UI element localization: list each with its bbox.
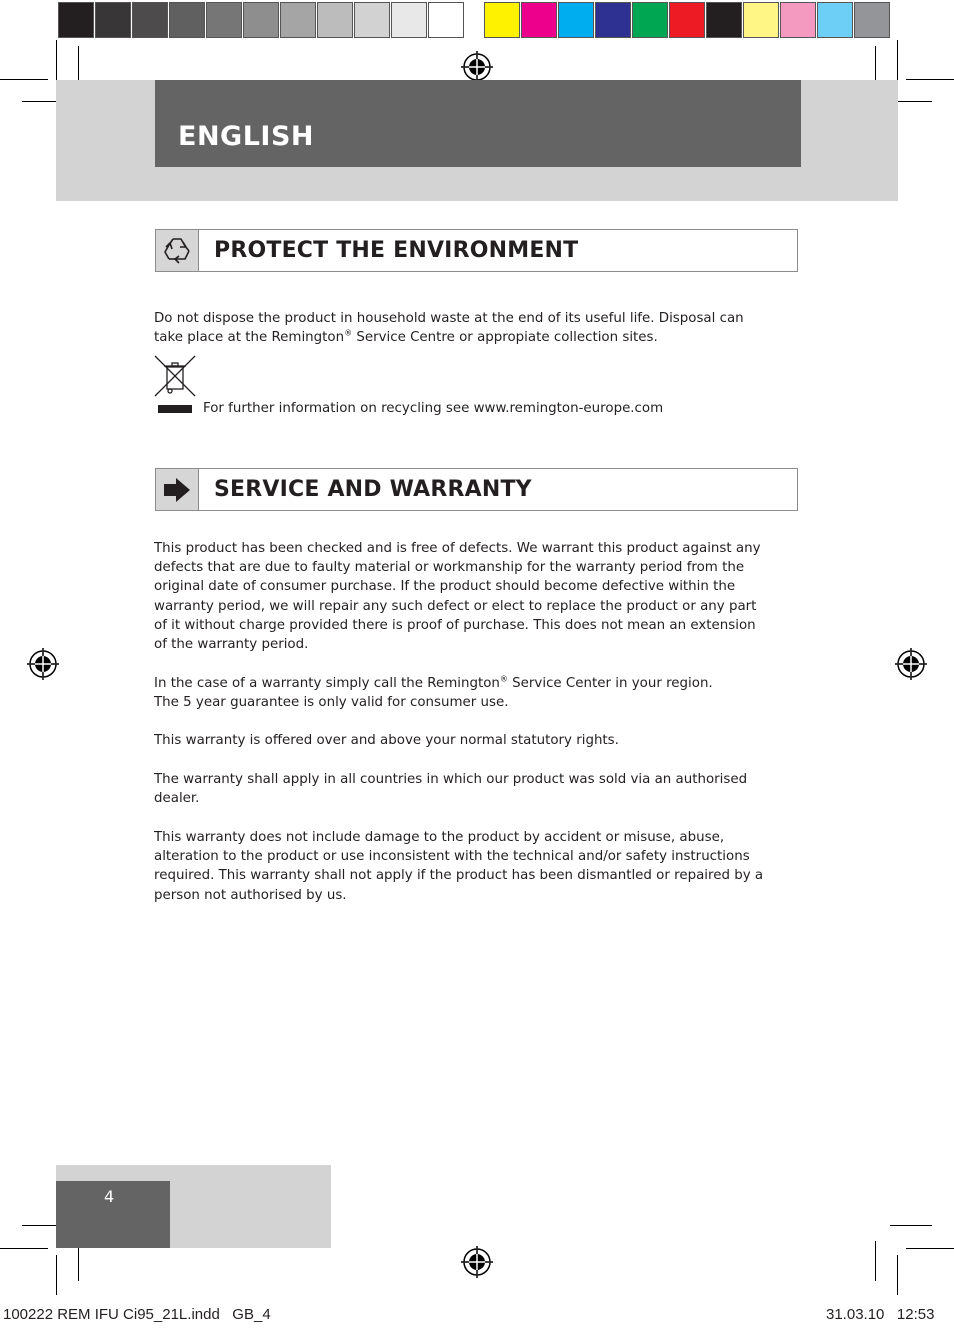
registration-mark-top-icon (461, 51, 493, 83)
warranty-paragraph-3: This warranty is offered over and above your normal statutory rights. (154, 733, 619, 748)
gray-swatch (58, 2, 94, 38)
warranty-title: SERVICE AND WARRANTY (214, 477, 532, 502)
color-swatch (484, 2, 520, 38)
gray-swatch (428, 2, 464, 38)
warranty-paragraph-5: This warranty does not include damage to the product by accident or misuse, abuse, alteration to the product or use inconsistent with the technical and/or safety instructions required. This warranty shall not apply if the product has been dismantled or repaired by a person not authorised by us. (154, 830, 764, 903)
color-swatch (521, 2, 557, 38)
process-color-bar (483, 0, 890, 40)
recycle-icon (156, 230, 199, 271)
registration-mark-left-icon (27, 648, 59, 680)
warranty-paragraph-2: In the case of a warranty simply call the Remington® Service Center in your region. The 5 year guarantee is only valid for consumer use. (154, 674, 713, 711)
environment-title: PROTECT THE ENVIRONMENT (214, 238, 579, 263)
language-title: ENGLISH (178, 121, 314, 152)
color-swatch (854, 2, 890, 38)
color-swatch (632, 2, 668, 38)
gray-swatch (132, 2, 168, 38)
color-swatch (669, 2, 705, 38)
color-swatch (595, 2, 631, 38)
gray-swatch (243, 2, 279, 38)
warranty-section-header (155, 468, 798, 511)
gray-swatch (169, 2, 205, 38)
color-swatch (743, 2, 779, 38)
page-number: 4 (104, 1187, 115, 1206)
registration-mark-bottom-icon (461, 1246, 493, 1278)
gray-color-bar (57, 0, 464, 40)
gray-swatch (95, 2, 131, 38)
slug-date-info: 31.03.10 12:53 (826, 1306, 935, 1323)
environment-section-header (155, 229, 798, 272)
gray-swatch (317, 2, 353, 38)
gray-swatch (391, 2, 427, 38)
gray-swatch (354, 2, 390, 38)
registration-mark-right-icon (895, 648, 927, 680)
recycling-info: For further information on recycling see www.remington-europe.com (203, 401, 664, 416)
warranty-paragraph-1: This product has been checked and is free of defects. We warrant this product against any defects that are due to faulty material or workmanship for the warranty period from the original date of consumer purchase. If the product should become defective within the warranty period, we will repair any such defect or elect to replace the product or any part of it without charge provided there is proof of purchase. This does not mean an extension of the warranty period. (154, 541, 761, 653)
color-swatch (558, 2, 594, 38)
slug-file-info: 100222 REM IFU Ci95_21L.indd GB_4 (3, 1306, 271, 1323)
color-swatch (780, 2, 816, 38)
environment-paragraph: Do not dispose the product in household waste at the end of its useful life. Disposal can take place at the Remington® Service Centre or appropiate collection sites. (154, 311, 744, 346)
gray-swatch (206, 2, 242, 38)
arrow-right-icon (156, 469, 199, 510)
color-swatch (817, 2, 853, 38)
color-swatch (706, 2, 742, 38)
crossed-bin-icon (154, 355, 196, 415)
gray-swatch (280, 2, 316, 38)
warranty-paragraph-4: The warranty shall apply in all countries in which our product was sold via an authorised dealer. (154, 772, 748, 807)
